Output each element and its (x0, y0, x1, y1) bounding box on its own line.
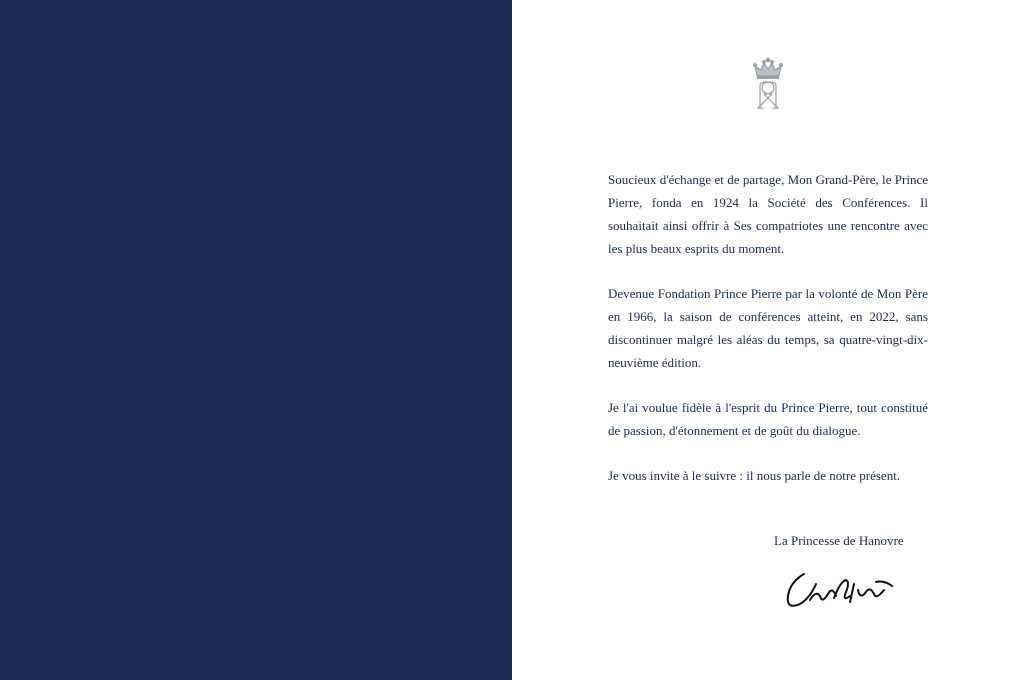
handwritten-signature-icon (780, 560, 904, 616)
letter-paragraph-2: Devenue Fondation Prince Pierre par la volonté de Mon Père en 1966, la saison de conférences atteint, en 2022, sans discontinuer malgré les aléas du temps, sa quatre-vingt-dix-neuvième édition. (608, 286, 928, 370)
letter-page (512, 0, 1024, 680)
crowned-monogram-icon (750, 56, 786, 116)
letter-paragraph-3: Je l'ai voulue fidèle à l'esprit du Prince Pierre, tout constitué de passion, d'étonnement et de goût du dialogue. (608, 400, 928, 438)
letter-body (608, 168, 928, 509)
letter-paragraph-4: Je vous invite à le suivre : il nous parle de notre présent. (608, 468, 901, 483)
signatory-name: La Princesse de Hanovre (774, 533, 904, 548)
letter-paragraph-1: Soucieux d'échange et de partage, Mon Grand-Père, le Prince Pierre, fonda en 1924 la Société des Conférences. Il souhaitait ainsi offrir à Ses compatriotes une rencontre avec les plus beaux esprits du moment. (608, 172, 928, 256)
